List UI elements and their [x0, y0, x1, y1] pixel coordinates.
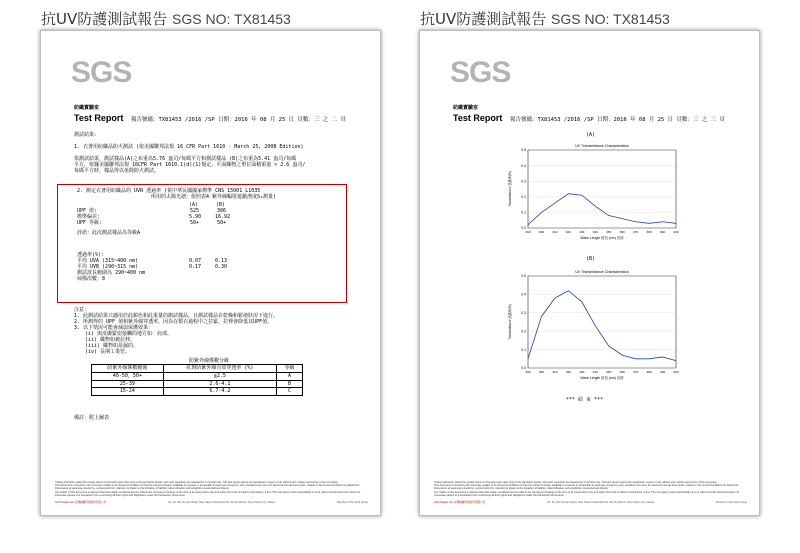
y-tick-label: 0.1 [521, 210, 526, 215]
y-tick-label: 0.3 [521, 311, 526, 315]
classification-table [91, 364, 303, 396]
report-page-2 [40, 30, 381, 516]
x-tick-label: 320 [565, 370, 571, 374]
x-tick-label: 380 [646, 230, 652, 234]
table-cell: 15-24 [92, 388, 164, 396]
x-tick-label: 400 [673, 230, 679, 234]
page-footer-address [55, 501, 368, 505]
y-tick-label: 0.5 [521, 148, 526, 153]
upf-row-a: 525 [190, 208, 200, 214]
sgs-logo: SGS [450, 56, 511, 89]
y-tick-label: 0.4 [521, 292, 526, 297]
x-tick-label: 400 [673, 370, 679, 374]
x-tick-label: 360 [619, 370, 625, 374]
x-tick-label: 350 [606, 230, 612, 234]
footer-group: Member of the SGS Group [337, 500, 368, 504]
chart-title: UV Transmittance Characteristics [575, 270, 629, 274]
chart-title: UV Transmittance Characteristics [575, 144, 629, 148]
scan-count: 掃描次數：8 [77, 276, 106, 282]
x-tick-label: 310 [552, 370, 558, 374]
table-header-row [92, 365, 303, 373]
sgs-logo: SGS [71, 56, 132, 89]
item1-title: 1. 衣著用紡織品防火測試 (依美國聯邦法規 16 CFR Part 1610 - March 25, 2008 Edition) [74, 144, 304, 150]
x-tick-label: 350 [606, 370, 612, 374]
plot-frame [528, 276, 676, 368]
table-cell: C [276, 388, 302, 396]
x-tick-label: 330 [579, 230, 585, 234]
note-subitem: (ii) 織物如被拉伸。 [85, 337, 136, 343]
y-tick-label: 0.0 [521, 226, 526, 231]
x-tick-label: 310 [552, 230, 558, 234]
trans-row-a: 0.07 [189, 258, 202, 264]
x-axis-label: Wave Length 波長 (nm) 長度 [580, 376, 624, 380]
table-header-cell: 防紫外線係數範圍 [92, 365, 164, 373]
upf-row-b: 306 [217, 208, 227, 214]
note-item: 2. 所測得的 UPF 值和紫外線穿透率，因為在製衣過程中之拉緊、拉伸會降低其UPF值。 [74, 319, 273, 325]
x-tick-label: 330 [579, 370, 585, 374]
x-axis-label: Wave Length 波長 (nm) 長度 [580, 236, 624, 240]
item1-detail: 每碼平方時，樣品得以免除防火測試。 [74, 168, 160, 174]
notes-heading: 注意： [74, 307, 90, 313]
note-subitem: (iii) 織物如是濕的。 [85, 343, 139, 349]
x-tick-label: 290 [525, 230, 531, 234]
series-line [528, 194, 676, 225]
table-header-cell: 紅斑防紫外線有效穿透率 (%) [163, 365, 276, 373]
trans-row-label: 平均 UVB (290~315 nm) [77, 264, 139, 270]
y-tick-label: 0.2 [521, 195, 526, 199]
y-tick-label: 0.3 [521, 179, 526, 184]
series-line [528, 291, 676, 361]
x-tick-label: 390 [659, 370, 666, 374]
footer-disclaimer: Any holder of this document is advised that information contained hereon reflects the Company's findings at the time of its intervention only and within the limits of Client's instructions, if any. The Company's sole responsibility is to its Client and this document does not exonerate parties to a transaction from exercising all their rights and obligations under the transaction documents. [434, 490, 740, 497]
chart-b [506, 266, 686, 391]
upf-row-label: 標準偏差: [77, 214, 101, 220]
upf-row-a: 50+ [190, 220, 200, 226]
end-of-report-mark: *** 結 束 *** [566, 397, 604, 403]
upf-row-b: 50+ [217, 220, 227, 226]
left-report-number: SGS NO: TX81453 [172, 11, 291, 27]
trans-row-a: 0.17 [189, 264, 202, 270]
x-tick-label: 290 [525, 370, 531, 374]
lab-name: 紡織實驗室 [453, 105, 479, 111]
uv-transmittance-chart-b [506, 266, 686, 388]
upf-row-label: UPF 值: [77, 208, 98, 214]
right-title-text: 抗UV防護測試報告 [420, 10, 547, 28]
chart-b-label: (B) [586, 256, 596, 262]
x-tick-label: 370 [633, 230, 639, 234]
footer-disclaimer: Unless otherwise stated the results shown in this test report refer only to the sample(s) tested, and such sample(s) are retained for 6 months only. This test report cannot be reproduced, except in full, without prior written permission of the Company. [434, 480, 718, 484]
uv-transmittance-chart-a [506, 140, 686, 248]
upf-row-label: UPF 等級: [77, 220, 103, 226]
table-row [92, 380, 303, 388]
footer-group: Member of the SGS Group [716, 500, 747, 504]
x-tick-label: 340 [592, 370, 598, 374]
page-footer-address [434, 501, 747, 505]
report-number-line: 報告號碼：TX81453 /2016 /SP 日期：2016 年 08 月 25 日 頁數：三 之 二 頁 [130, 117, 346, 123]
y-tick-label: 0.0 [521, 366, 526, 371]
y-axis-label: Transmittance 透過率(%) [508, 304, 512, 340]
item2-title: 2. 測定衣著用紡織品的 UVR 透過率 (依中華民國國家標準 CNS 15001 L1035 [77, 188, 261, 194]
left-panel-title [41, 8, 291, 29]
footer-company: SGS Taiwan Ltd. 台灣檢驗科技股份有限公司 [55, 500, 107, 504]
note-subitem: (i) 與皮膚緊密接觸的地方如：肩部。 [85, 331, 173, 337]
table-header-cell: 等級 [276, 365, 302, 373]
trans-row-b: 0.13 [215, 258, 228, 264]
y-axis-label: Transmittance 透過率(%) [508, 171, 512, 207]
footer-address: No. 25, Wu Chyuan Road, New Taipei Industrial Park, Wu Ku District, New Taipei City, Taiwan [168, 500, 276, 504]
table-cell: 6.7-4.2 [163, 388, 276, 396]
table-cell: 25-39 [92, 380, 164, 388]
report-header-line [453, 112, 725, 124]
lab-name: 紡織實驗室 [74, 105, 100, 111]
trans-row-b: 0.30 [215, 264, 228, 270]
table-cell: B [276, 380, 302, 388]
y-tick-label: 0.2 [521, 329, 526, 334]
item2-subtitle: 所用的太陽光譜：依照表4 紫外線輻射遮蔽潛度S₁測量) [151, 194, 277, 200]
table-row [92, 388, 303, 396]
page-footer-disclaimer [434, 481, 747, 497]
y-tick-label: 0.5 [521, 274, 526, 279]
note-item: 1. 此測試結果只適用於此顏色和此重量的測試樣品，且測試樣品在乾燥和鬆弛狀況下進行。 [74, 313, 279, 319]
x-tick-label: 370 [633, 370, 639, 374]
table-cell: A [276, 372, 302, 380]
x-tick-label: 300 [538, 230, 545, 234]
y-tick-label: 0.4 [521, 163, 526, 168]
item1-detail: 平方，依據美國聯邦法規 16CFR Part 1610.1(d)(1)規定，平面織物之單位面積重量 > 2.6 盎司/ [74, 162, 306, 168]
table-cell: ≦2.5 [163, 372, 276, 380]
upf-col-a: (A) [189, 202, 199, 208]
footer-address: No. 25, Wu Chyuan Road, New Taipei Industrial Park, Wu Ku District, New Taipei City, Taiwan [547, 500, 655, 504]
note-item: 3. 以下情況可能會減弱保護效果： [74, 325, 154, 331]
upf-col-b: (B) [216, 202, 226, 208]
rating-text: 評語：此次測試樣品為等級A [77, 230, 141, 236]
plot-frame [528, 150, 676, 228]
report-page-3 [419, 30, 760, 516]
y-tick-label: 0.1 [521, 347, 526, 352]
chart-a-label: (A) [586, 132, 596, 138]
right-panel-title [420, 8, 670, 29]
remark-text: 備註：附上圖表 [74, 415, 110, 421]
uvr-highlight-box [57, 184, 347, 303]
footer-disclaimer: This document is issued by the Company subject to its General Conditions of Service printed overleaf, available on request or accessible at www.sgs.com/terms_and_conditions.htm and, for electronic format documents, subject to Terms and Conditions for Electronic Documents at www.sgs.com/terms_e-document.htm. Attention is drawn to the limitation of liability, indemnification and jurisdiction issues defined therein. [55, 484, 360, 491]
upf-row-b: 16.92 [215, 214, 231, 220]
results-heading: 測試結果： [74, 132, 100, 138]
footer-disclaimer: Any holder of this document is advised that information contained hereon reflects the Company's findings at the time of its intervention only and within the limits of Client's instructions, if any. The Company's sole responsibility is to its Client and this document does not exonerate parties to a transaction from exercising all their rights and obligations under the transaction documents. [55, 490, 361, 497]
footer-disclaimer: This document is issued by the Company subject to its General Conditions of Service printed overleaf, available on request or accessible at www.sgs.com/terms_and_conditions.htm and, for electronic format documents, subject to Terms and Conditions for Electronic Documents at www.sgs.com/terms_e-document.htm. Attention is drawn to the limitation of liability, indemnification and jurisdiction issues defined therein. [434, 484, 739, 491]
chart-a [506, 140, 686, 251]
item1-detail: 依測試結果，測試樣品(A)之布重為5.76 盎司/每碼平方和測試樣品 (B)之布重為5.41 盎司/每碼 [74, 156, 297, 162]
test-report-label: Test Report [453, 113, 503, 123]
x-tick-label: 390 [659, 230, 666, 234]
note-subitem: (iv) 長期工業管。 [85, 349, 131, 355]
footer-company: SGS Taiwan Ltd. 台灣檢驗科技股份有限公司 [434, 500, 486, 504]
table-row [92, 372, 303, 380]
x-tick-label: 380 [646, 370, 652, 374]
trans-row-label: 平均 UVA (315~400 nm) [77, 258, 139, 264]
wavelength-range: 測試波長範圍為 290~400 nm [77, 270, 146, 276]
left-title-text: 抗UV防護測試報告 [41, 10, 168, 28]
transmittance-heading: 透過率(%): [77, 252, 105, 258]
x-tick-label: 320 [565, 230, 571, 234]
x-tick-label: 340 [592, 230, 598, 234]
right-report-number: SGS NO: TX81453 [551, 11, 670, 27]
footer-disclaimer: Unless otherwise stated the results shown in this test report refer only to the sample(s) tested, and such sample(s) are retained for 6 months only. This test report cannot be reproduced, except in full, without prior written permission of the Company. [55, 480, 339, 484]
page-footer-disclaimer [55, 481, 368, 497]
table-cell: 40-50，50+ [92, 372, 164, 380]
classification-table-title: 防紫外線係數分級 [189, 358, 230, 364]
x-tick-label: 360 [619, 230, 625, 234]
test-report-label: Test Report [74, 113, 124, 123]
upf-row-a: 5.90 [189, 214, 202, 220]
x-tick-label: 300 [538, 370, 545, 374]
report-number-line: 報告號碼：TX81453 /2016 /SP 日期：2016 年 08 月 25 日 頁數：三 之 三 頁 [509, 117, 725, 123]
report-header-line [74, 112, 346, 124]
table-cell: 2.6-4.1 [163, 380, 276, 388]
